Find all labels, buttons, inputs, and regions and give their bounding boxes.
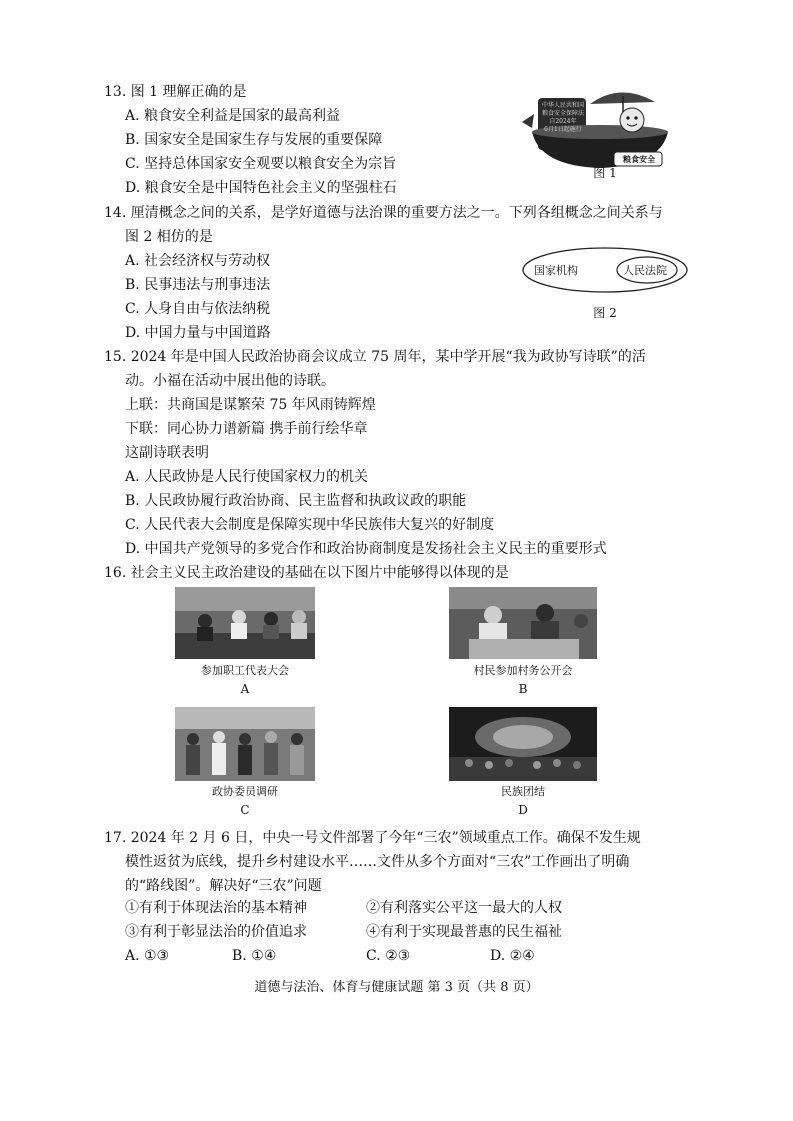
q14-stem-line1: 14. 厘清概念之间的关系，是学好道德与法治课的重要方法之一。下列各组概念之间关系与 [104, 205, 663, 221]
figure-2-inner-label: 人民法院 [623, 264, 667, 277]
q13-option-d: D. 粮食安全是中国特色社会主义的坚强柱石 [125, 180, 397, 196]
q17-choice-a: A. ①③ [125, 948, 170, 964]
law-text-1: 中华人民共和国 [541, 102, 584, 109]
figure-2-caption: 图 2 [593, 306, 617, 320]
q14-stem-line2: 图 2 相仿的是 [125, 229, 213, 245]
photo-a [175, 587, 315, 659]
photo-b-letter: B [518, 682, 528, 696]
page-footer: 道德与法治、体育与健康试题 第 3 页（共 8 页） [254, 980, 539, 995]
q17-stem-line3: 的“路线图”。解决好“三农”问题 [125, 878, 322, 894]
q15-option-b: B. 人民政协履行政治协商、民主监督和执政议政的职能 [125, 493, 467, 509]
photo-d-letter: D [518, 803, 528, 817]
q13-option-c: C. 坚持总体国家安全观要以粮食安全为宗旨 [125, 156, 397, 172]
q13-option-a: A. 粮食安全利益是国家的最高利益 [125, 108, 341, 124]
q14-option-a: A. 社会经济权与劳动权 [125, 253, 271, 269]
bowl-label: 粮食安全 [623, 154, 655, 164]
q17-choice-d: D. ②④ [490, 948, 535, 964]
q17-statement-2: ②有利落实公平这一最大的人权 [366, 900, 562, 916]
q17-stem-line1: 17. 2024 年 2 月 6 日，中央一号文件部署了今年“三农”领域重点工作。确保不发生规 [104, 830, 641, 846]
photo-c-caption: 政协委员调研 [212, 785, 278, 798]
q17-statement-4: ④有利于实现最普惠的民生福祉 [366, 924, 562, 940]
q15-stem-line2: 动。小福在活动中展出他的诗联。 [125, 373, 335, 389]
law-text-3: 自2024年 [549, 118, 577, 125]
q16-stem: 16. 社会主义民主政治建设的基础在以下图片中能够得以体现的是 [104, 565, 509, 581]
photo-d-caption: 民族团结 [501, 785, 545, 798]
photo-a-caption: 参加职工代表大会 [201, 664, 289, 677]
q15-option-d: D. 中国共产党领导的多党合作和政治协商制度是发扬社会主义民主的重要形式 [125, 541, 607, 557]
q15-lead: 这副诗联表明 [125, 445, 209, 461]
photo-b-caption: 村民参加村务公开会 [473, 664, 573, 677]
q17-stem-line2: 模性返贫为底线，提升乡村建设水平……文件从多个方面对“三农”工作画出了明确 [125, 854, 630, 870]
q15-couplet-up: 上联：共商国是谋繁荣 75 年风雨铸辉煌 [125, 397, 376, 413]
q17-statement-1: ①有利于体现法治的基本精神 [125, 900, 307, 916]
photo-a-letter: A [240, 682, 250, 696]
photo-d [449, 707, 597, 781]
figure-2 [520, 246, 690, 298]
photo-b [449, 587, 597, 659]
photo-c [175, 707, 315, 781]
q14-option-b: B. 民事违法与刑事违法 [125, 277, 271, 293]
law-text-4: 6月1日起施行 [544, 126, 582, 133]
q14-option-d: D. 中国力量与中国道路 [125, 325, 271, 341]
photo-c-letter: C [240, 803, 250, 817]
q13-stem: 13. 图 1 理解正确的是 [104, 84, 247, 100]
q15-couplet-down: 下联：同心协力谱新篇 携手前行绘华章 [125, 421, 368, 437]
figure-2-outer-label: 国家机构 [534, 264, 578, 277]
q15-option-c: C. 人民代表大会制度是保障实现中华民族伟大复兴的好制度 [125, 517, 495, 533]
q17-choice-b: B. ①④ [232, 948, 277, 964]
q17-statement-3: ③有利于彰显法治的价值追求 [125, 924, 307, 940]
figure-1-caption: 图 1 [593, 166, 617, 180]
q15-option-a: A. 人民政协是人民行使国家权力的机关 [125, 469, 369, 485]
q17-choice-c: C. ②③ [366, 948, 411, 964]
q15-stem-line1: 15. 2024 年是中国人民政治协商会议成立 75 周年，某中学开展“我为政协写诗联”的活 [104, 349, 646, 365]
q14-option-c: C. 人身自由与依法纳税 [125, 301, 271, 317]
q13-option-b: B. 国家安全是国家生存与发展的重要保障 [125, 132, 383, 148]
law-text-2: 粮食安全保障法 [541, 110, 584, 117]
